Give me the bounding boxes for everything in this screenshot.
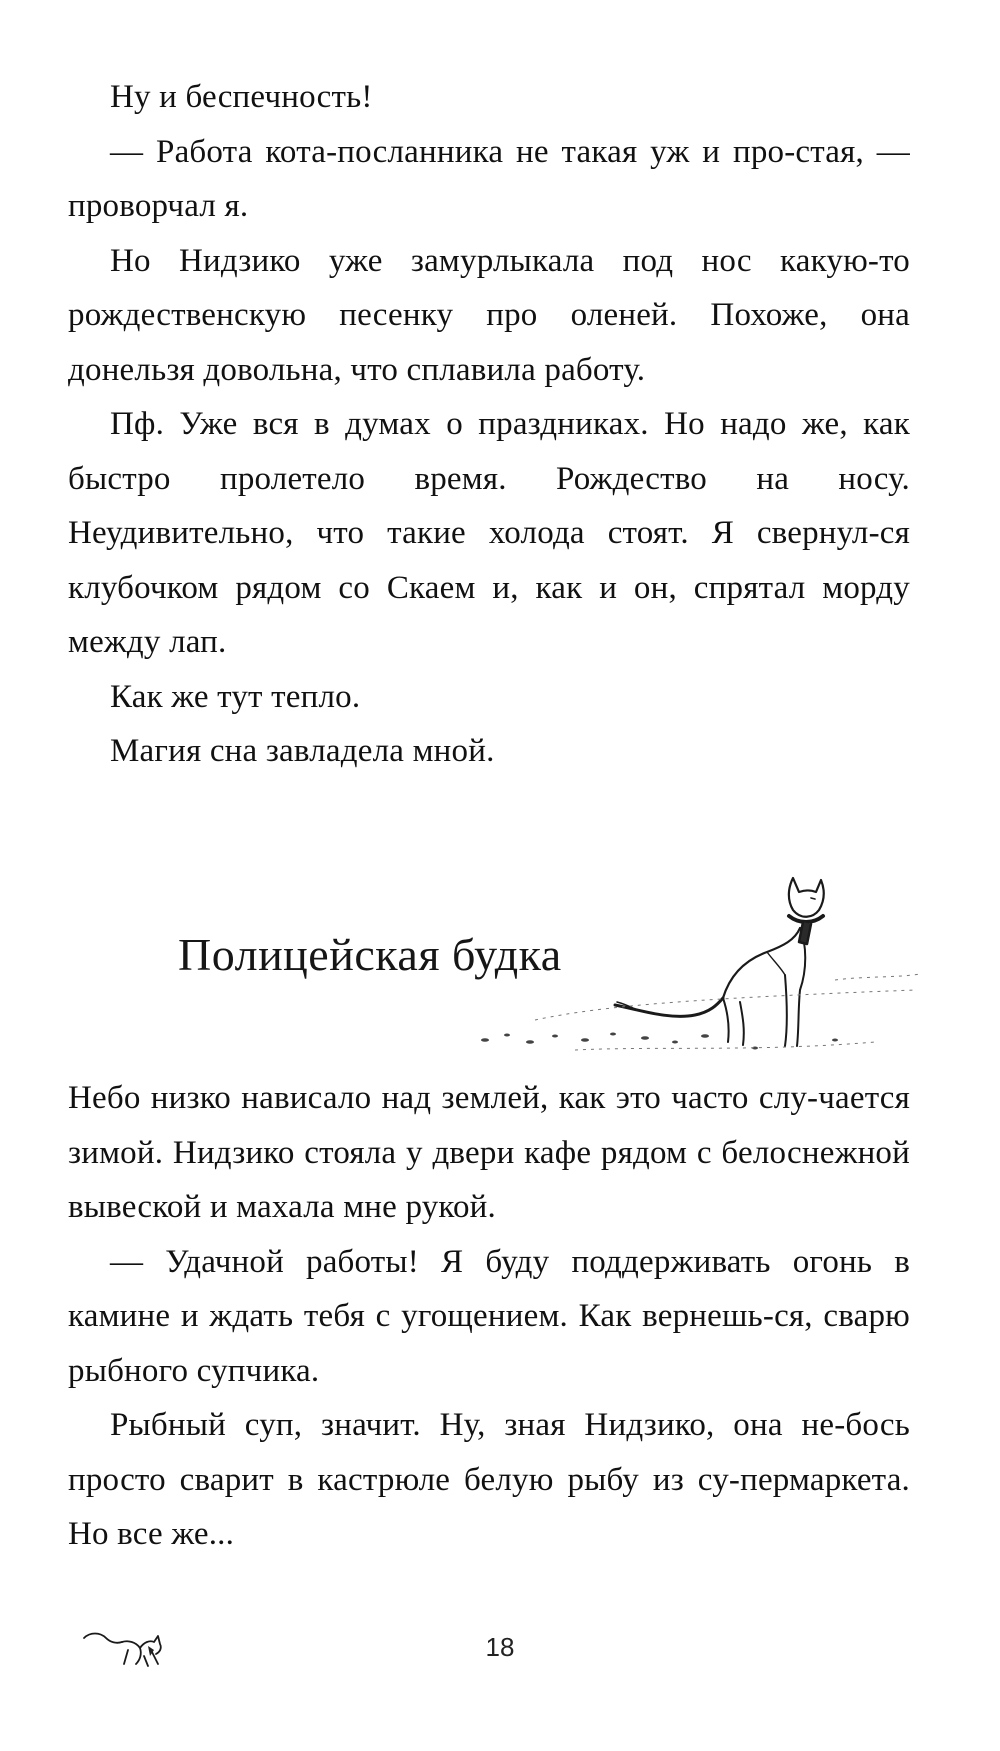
paragraph: — Работа кота-посланника не такая уж и про-стая, — проворчал я.	[68, 133, 910, 224]
paragraph: — Удачной работы! Я буду поддерживать огонь в камине и ждать тебя с угощением. Как вернешь-ся, сварю рыбного супчика.	[68, 1243, 910, 1389]
chapter-title: Полицейская будка	[178, 929, 562, 980]
paragraph: Пф. Уже вся в думах о праздниках. Но надо же, как быстро пролетело время. Рождество на носу. Неудивительно, что такие холода стоят. Я свернул-ся клубочком рядом со Скаем и, как и он, спрятал морду между лап.	[68, 406, 910, 660]
paragraph: Рыбный суп, значит. Ну, зная Нидзико, она не-бось просто сварит в кастрюле белую рыбу из су-пермаркета. Но все же...	[68, 1407, 910, 1552]
paragraph: Как же тут тепло.	[110, 678, 361, 715]
paragraph: Но Нидзико уже замурлыкала под нос какую-то рождественскую песенку про оленей. Похоже, она донельзя довольна, что сплавила работу.	[68, 242, 910, 388]
paragraph: Небо низко нависало над землей, как это часто слу-чается зимой. Нидзико стояла у двери кафе рядом с белоснежной вывеской и махала мне рукой.	[68, 1080, 910, 1225]
paragraph: Ну и беспечность!	[110, 79, 373, 115]
paragraph: Магия сна завладела мной.	[110, 733, 495, 769]
cat-illustration	[455, 870, 925, 1065]
page-footer	[0, 1620, 1000, 1680]
top-text-block	[68, 70, 910, 779]
bottom-text-block	[68, 1071, 910, 1562]
page-number: 18	[485, 1632, 515, 1662]
cat-icon	[78, 1620, 168, 1670]
